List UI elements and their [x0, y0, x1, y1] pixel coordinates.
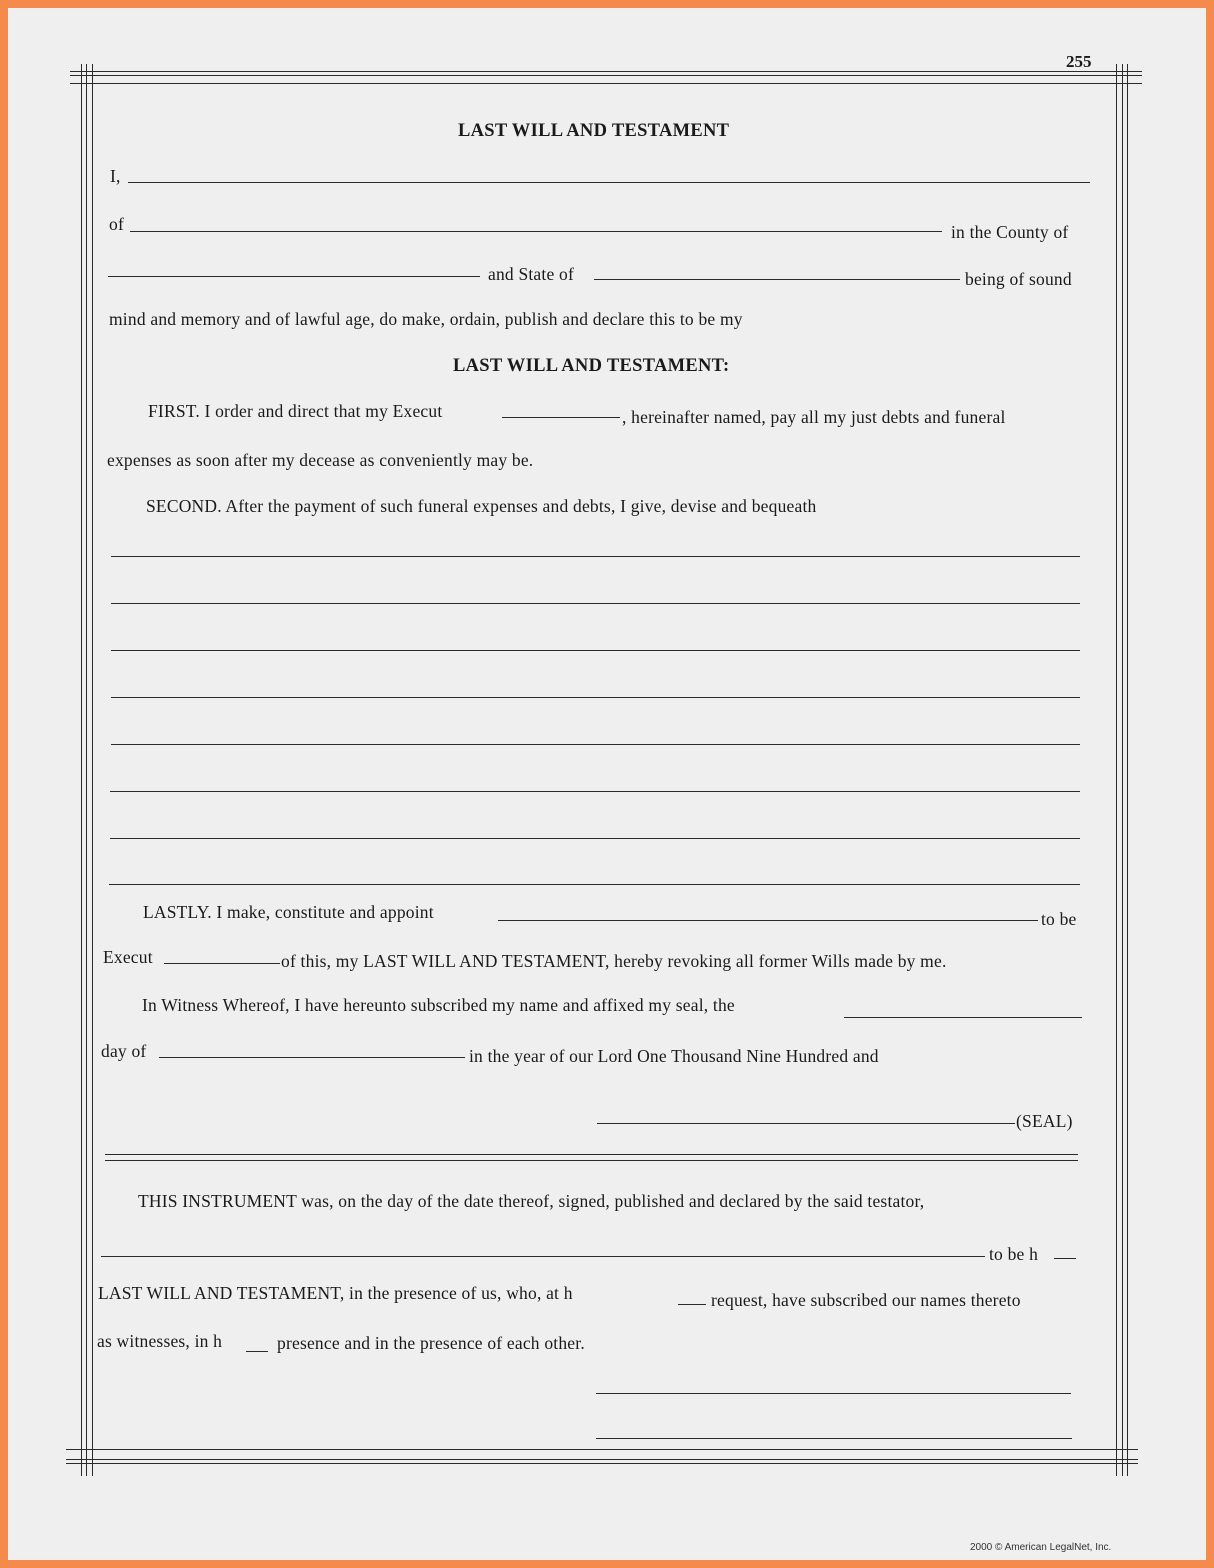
document-page [8, 8, 1206, 1560]
first-clause-start: FIRST. I order and direct that my Execut [148, 401, 443, 421]
state-label: and State of [488, 264, 574, 284]
sound-label: being of sound [965, 269, 1072, 289]
witness-signature-1[interactable] [596, 1393, 1071, 1394]
pronoun-field-2[interactable] [678, 1304, 706, 1305]
testator-signature-field[interactable] [597, 1123, 1015, 1124]
first-clause-continued: expenses as soon after my decease as conveniently may be. [107, 450, 534, 470]
executor-suffix-field[interactable] [502, 417, 620, 418]
presence-text: LAST WILL AND TESTAMENT, in the presence of us, who, at h [98, 1283, 573, 1303]
year-text: in the year of our Lord One Thousand Nine Hundred and [469, 1046, 879, 1066]
second-clause: SECOND. After the payment of such funeral expenses and debts, I give, devise and bequeath [146, 496, 817, 516]
county-label: in the County of [951, 222, 1069, 242]
residence-prefix: of [109, 214, 124, 234]
to-be-label: to be [1041, 909, 1077, 929]
document-subtitle: LAST WILL AND TESTAMENT: [453, 356, 730, 376]
executor-name-field[interactable] [498, 920, 1038, 921]
to-be-h-label: to be h [989, 1244, 1039, 1264]
witnesses-text-start: as witnesses, in h [97, 1331, 223, 1351]
day-field[interactable] [844, 1017, 1082, 1018]
state-field[interactable] [594, 279, 960, 280]
document-title: LAST WILL AND TESTAMENT [458, 121, 730, 141]
request-text: request, have subscribed our names thereto [711, 1290, 1021, 1310]
lastly-clause: LASTLY. I make, constitute and appoint [143, 902, 434, 922]
revocation-text: of this, my LAST WILL AND TESTAMENT, hereby revoking all former Wills made by me. [281, 951, 947, 971]
residence-field[interactable] [130, 231, 942, 232]
declaration-text: mind and memory and of lawful age, do make, ordain, publish and declare this to be my [109, 309, 743, 329]
executor-title-field[interactable] [164, 963, 280, 964]
first-clause-end: , hereinafter named, pay all my just debts and funeral [622, 407, 1006, 427]
seal-label: (SEAL) [1016, 1111, 1073, 1131]
page-number: 255 [1066, 52, 1092, 71]
month-field[interactable] [159, 1057, 465, 1058]
witness-whereof-text: In Witness Whereof, I have hereunto subscribed my name and affixed my seal, the [142, 995, 735, 1015]
witness-signature-2[interactable] [596, 1438, 1072, 1439]
attestation-text: THIS INSTRUMENT was, on the day of the date thereof, signed, published and declared by the said testator, [138, 1191, 925, 1211]
day-of-label: day of [101, 1041, 147, 1061]
testator-name-field[interactable] [128, 182, 1090, 183]
pronoun-field-3[interactable] [246, 1351, 268, 1352]
testator-prefix: I, [110, 166, 121, 186]
executor-label: Execut [103, 947, 153, 967]
pronoun-field-1[interactable] [1054, 1258, 1076, 1259]
copyright-notice: 2000 © American LegalNet, Inc. [970, 1542, 1112, 1553]
section-divider [105, 1154, 1078, 1155]
testator-name-attestation-field[interactable] [101, 1256, 985, 1257]
county-field[interactable] [108, 276, 480, 277]
witnesses-text-end: presence and in the presence of each other. [277, 1333, 585, 1353]
